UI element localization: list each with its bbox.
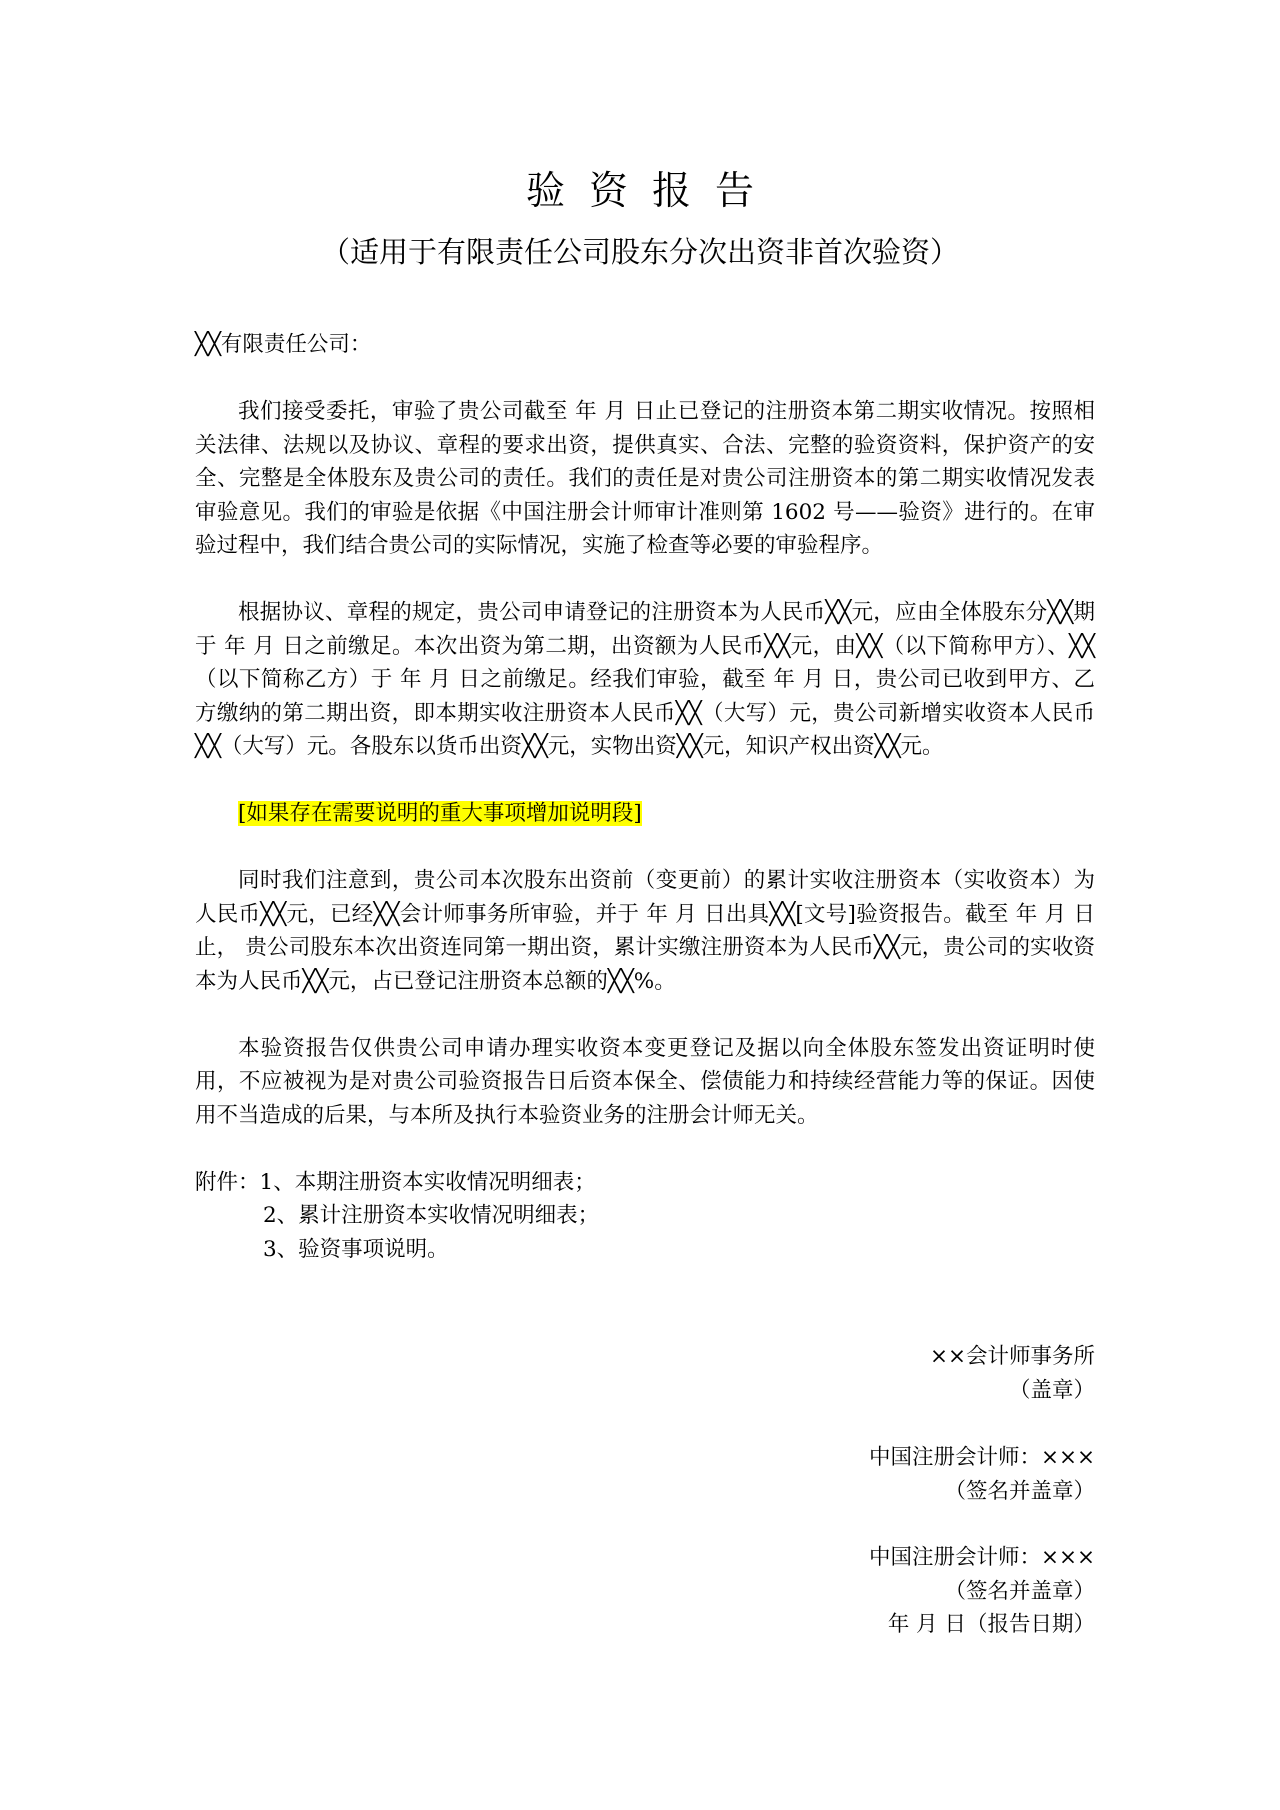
signature-block-cpa-2 [395, 1541, 1095, 1642]
spacer [195, 1132, 1095, 1166]
report-date: 年 月 日（报告日期） [887, 1612, 1095, 1637]
attachment-item-2: 2、累计注册资本实收情况明细表； [263, 1203, 600, 1228]
attachments-prefix: 附件： [195, 1169, 260, 1195]
attachment-item-3: 3、验资事项说明。 [263, 1236, 449, 1262]
salutation: ╳╳有限责任公司： [195, 332, 372, 357]
cpa-2-sign: （签名并盖章） [944, 1578, 1095, 1604]
cpa-1-sign: （签名并盖章） [944, 1478, 1095, 1504]
signature-block-firm [395, 1340, 1095, 1407]
firm-name: ××会计师事务所 [929, 1344, 1095, 1369]
highlighted-note: [如果存在需要说明的重大事项增加说明段] [238, 801, 642, 826]
paragraph-engagement: 我们接受委托，审验了贵公司截至 年 月 日止已登记的注册资本第二期实收情况。按照相关法律、法规以及协议、章程的要求出资，提供真实、合法、完整的验资资料，保护资产的安全、完整是全体股东及贵公司的责任。我们的责任是对贵公司注册资本的第二期实收情况发表审验意见。我们的审验是依据《中国注册会计师审计准则第 1602 号——验资》进行的。在审验过程中，我们结合贵公司的实际情况，实施了检查等必要的审验程序。 [195, 399, 1095, 558]
attachment-label-1: 1、本期注册资本实收情况明细表； [259, 1169, 596, 1195]
spacer [195, 362, 1095, 396]
spacer [195, 998, 1095, 1032]
spacer [195, 831, 1095, 865]
highlighted-note-line [195, 797, 1095, 831]
spacer [195, 563, 1095, 597]
paragraph-capital-details: 根据协议、章程的规定，贵公司申请登记的注册资本为人民币╳╳元，应由全体股东分╳╳期于 年 月 日之前缴足。本次出资为第二期，出资额为人民币╳╳元，由╳╳（以下简称甲方）、╳╳（以下简称乙方）于 年 月 日之前缴足。经我们审验，截至 年 月 日，贵公司已收到甲方、乙方缴纳的第二期出资，即本期实收注册资本人民币╳╳（大写）元，贵公司新增实收资本人民币╳╳（大写）元。各股东以货币出资╳╳元，实物出资╳╳元，知识产权出资╳╳元。 [195, 600, 1095, 759]
document-subtitle: （适用于有限责任公司股东分次出资非首次验资） [320, 235, 959, 269]
spacer [195, 764, 1095, 798]
document-body [195, 328, 1095, 1266]
paragraph-prior-capital: 同时我们注意到，贵公司本次股东出资前（变更前）的累计实收注册资本（实收资本）为人民币╳╳元，已经╳╳会计师事务所审验，并于 年 月 日出具╳╳[文号]验资报告。截至 年 月 日止， 贵公司股东本次出资连同第一期出资，累计实缴注册资本为人民币╳╳元，贵公司的实收资本为人民币╳╳元，占已登记注册资本总额的╳╳%。 [195, 868, 1095, 994]
paragraph-usage-limitation: 本验资报告仅供贵公司申请办理实收资本变更登记及据以向全体股东签发出资证明时使用，不应被视为是对贵公司验资报告日后资本保全、偿债能力和持续经营能力等的保证。因使用不当造成的后果，与本所及执行本验资业务的注册会计师无关。 [195, 1035, 1095, 1128]
attachment-item-1 [195, 1166, 1095, 1200]
signature-block-cpa-1 [395, 1441, 1095, 1508]
cpa-2-name: 中国注册会计师：××× [868, 1545, 1095, 1570]
document-title: 验资报告 [525, 169, 778, 214]
firm-seal: （盖章） [1008, 1377, 1095, 1403]
cpa-1-name: 中国注册会计师：××× [868, 1445, 1095, 1470]
